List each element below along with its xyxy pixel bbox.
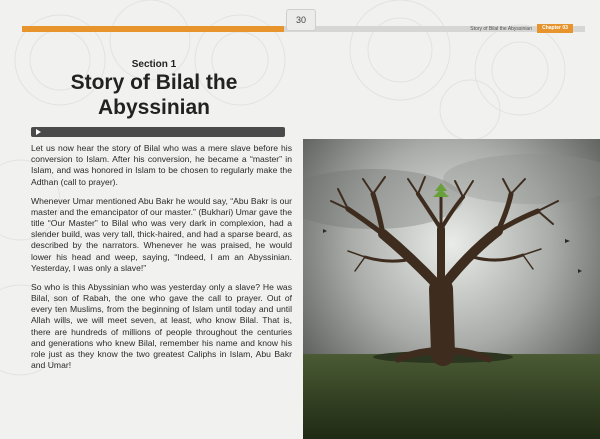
section-label: Section 1 (131, 59, 177, 70)
top-rule-accent (22, 26, 284, 32)
paragraph: Whenever Umar mentioned Abu Bakr he would say, “Abu Bakr is our master and the emancipator of our master.” (Bukhari) Umar gave the title “Our Master” to Bilal who was very dark in complexion, had a slender build, was very tall, thick-haired, and had a sparse beard, as described by the narrators. Whenever he was praised, he would lower his head and weep, saying, “Indeed, I am an Abyssinian. Yesterday, I was only a slave!” (31, 195, 292, 273)
paragraph: So who is this Abyssinian who was yesterday only a slave? He was Bilal, son of Rabah, the one who gave the call to prayer. Out of every ten Muslims, from the beginning of Islam until today and until Allah wills, we will meet seven, at least, who know Bilal. That is, there are hundreds of millions of people throughout the centuries and generations who knew Bilal, remember his name and know his role just as they know the two greatest Caliphs in Islam, Abu Bakr and Umar! (31, 281, 292, 371)
chapter-tag: Chapter 03 (537, 24, 573, 33)
page-number: 30 (286, 9, 316, 31)
paragraph: Let us now hear the story of Bilal who was a mere slave before his conversion to Islam. After his conversion, he became a “master” in Islam, and was honored in Islam to be chosen to regularly make the Adthan (call to prayer). (31, 143, 292, 187)
tree-illustration (303, 139, 600, 439)
running-header-title: Story of Bilal the Abyssinian (470, 26, 532, 32)
audio-player-bar[interactable] (31, 127, 285, 137)
play-icon[interactable] (36, 129, 41, 135)
page-title: Story of Bilal the Abyssinian (70, 71, 238, 119)
body-text (31, 143, 292, 379)
